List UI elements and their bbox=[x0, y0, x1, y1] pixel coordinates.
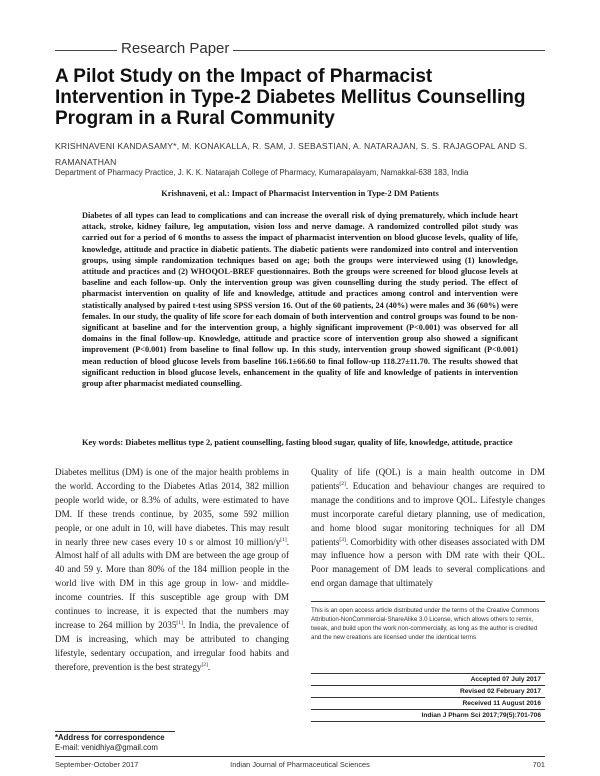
footer-issue: September-October 2017 bbox=[55, 760, 139, 769]
running-head: Krishnaveni, et al.: Impact of Pharmacist Intervention in Type-2 DM Patients bbox=[161, 189, 439, 198]
body-text: Quality of life (QOL) is a main health outcome in DM patients bbox=[311, 467, 545, 491]
citation-ref[interactable]: [1] bbox=[280, 536, 287, 543]
received-date: Received 11 August 2016 bbox=[311, 698, 545, 710]
page-number: 701 bbox=[532, 760, 545, 769]
license-rule bbox=[311, 601, 545, 602]
citation-ref[interactable]: [3] bbox=[339, 536, 346, 543]
citation-ref[interactable]: [2] bbox=[201, 661, 208, 668]
footer-rule bbox=[55, 756, 545, 757]
revised-date: Revised 02 February 2017 bbox=[311, 686, 545, 698]
license-note: This is an open access article distributed under the terms of the Creative Commons Attribution-NonCommercial-ShareAlike 3.0 License, which allows others to remix, tweak, and build upon the work non-commercially, as long as the author is credited and the new creations are licensed under the identical terms bbox=[311, 607, 540, 641]
correspondence-footnote bbox=[55, 733, 165, 753]
date-box bbox=[311, 673, 545, 722]
section-label: Research Paper bbox=[117, 40, 233, 57]
citation-ref[interactable]: [2] bbox=[339, 480, 346, 487]
address-label: *Address for correspondence bbox=[55, 733, 165, 742]
citation-ref[interactable]: [1] bbox=[176, 619, 183, 626]
footnote-rule bbox=[55, 731, 175, 732]
email-address[interactable]: E-mail: venidhiya@gmail.com bbox=[55, 743, 158, 752]
author-list: KRISHNAVENI KANDASAMY*, M. KONAKALLA, R. SAM, J. SEBASTIAN, A. NATARAJAN, S. S. RAJAGOPAL AND S. RAMANATHAN bbox=[55, 141, 528, 167]
body-text: . Almost half of all adults with DM are between the age group of 40 and 59 y. More than 80% of the 184 million people in the world live with DM in this age group in low- and middle-income countries. If this susceptible age group with DM continues to increase, it is expected that the numbers may increase to 264 million by 2035 bbox=[55, 536, 289, 630]
body-text: . bbox=[207, 661, 211, 672]
citation-line: Indian J Pharm Sci 2017;79(5):701-706 bbox=[311, 710, 545, 722]
accepted-date: Accepted 07 July 2017 bbox=[311, 673, 545, 686]
section-header bbox=[55, 40, 545, 60]
body-column-left bbox=[55, 466, 289, 675]
body-text: Diabetes mellitus (DM) is one of the major health problems in the world. According to the Diabetes Atlas 2014, 382 million people world wide, or 8.3% of adults, were estimated to have DM. If these trends continue, by 2035, some 592 million people, or one adult in 10, will have diabetes. This may result in nearly three new cases every 10 s or almost 10 million/y bbox=[55, 467, 289, 547]
body-column-right bbox=[311, 466, 545, 591]
body-text: . In India, the prevalence of DM is increasing, which may be attributed to changing lifestyle, sedentary occupation, and irregular food habits and therefore, prevention is the best strategy bbox=[55, 619, 289, 672]
keywords: Key words: Diabetes mellitus type 2, patient counselling, fasting blood sugar, quality of life, knowledge, attitude, practice bbox=[82, 438, 513, 447]
footer-journal: Indian Journal of Pharmaceutical Sciences bbox=[230, 760, 370, 769]
body-text: . Comorbidity with other diseases associated with DM may influence how a person with DM rate with their QOL. Poor management of DM leads to several complications and end organ damage that ultimately bbox=[311, 536, 545, 589]
paper-title: A Pilot Study on the Impact of Pharmacist Intervention in Type-2 Diabetes Mellitus Counselling Program in a Rural Community bbox=[55, 66, 526, 129]
abstract: Diabetes of all types can lead to complications and can increase the overall risk of dying prematurely, which include heart attack, stroke, kidney failure, leg amputation, vision loss and nerve damage. A randomized controlled pilot study was carried out for a period of 6 months to assess the impact of pharmacist intervention on blood glucose levels, quality of life, knowledge, attitude and practice in diabetic patients. The diabetic patients were randomized into control and intervention groups, using simple randomization techniques based on age; both the groups were interviewed using (1) knowledge, attitude and practices and (2) WHOQOL-BREF questionnaires. Both the groups were screened for blood glucose levels at baseline and each follow-up. Only the intervention group was given counselling during the study period. The effect of pharmacist intervention on quality of life and knowledge, attitude and practices among control and intervention were statistically analysed by paired t-test using SPSS version 16. Out of the 60 patients, 24 (40%) were males and 36 (60%) were females. In our study, the quality of life score for each domain of both intervention and control groups was found to be non-significant at baseline and for the intervention group, a highly significant improvement (P<0.001) was observed for all domains in the final follow-up. Knowledge, attitude and practice score of intervention group also showed a significant improvement (P<0.001) from baseline to final follow up. In this study, intervention group showed significant (P<0.001) mean reduction of blood glucose levels from baseline 166.1±66.60 to final follow-up 118.27±11.70. The results showed that significant reduction in blood glucose levels, enhancement in the quality of life and knowledge of patients in intervention group after pharmacist mediated counselling. bbox=[82, 211, 518, 389]
affiliation: Department of Pharmacy Practice, J. K. K. Natarajah College of Pharmacy, Kumarapalayam, Namakkal-638 183, India bbox=[55, 168, 469, 177]
body-text: . Education and behaviour changes are required to manage the conditions and to improve QOL. Lifestyle changes must incorporate careful dietary planning, use of medication, and home blood sugar monitoring techniques for all DM patients bbox=[311, 480, 545, 547]
